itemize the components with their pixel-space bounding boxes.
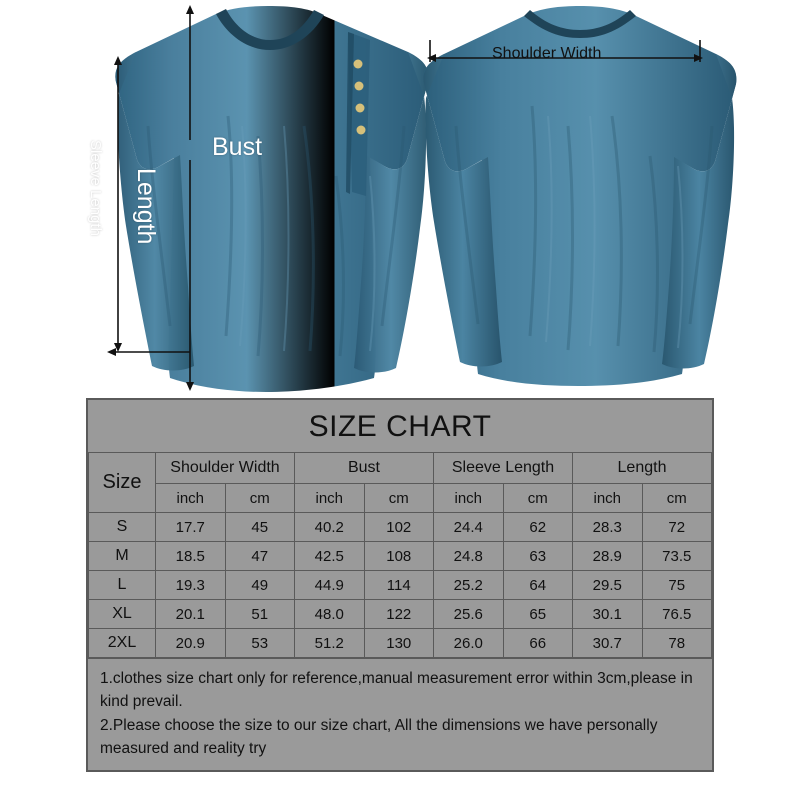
cell: 48.0 (295, 600, 365, 629)
table-row (89, 629, 712, 658)
cell: 130 (364, 629, 434, 658)
cell: 63 (503, 542, 573, 571)
cell: 102 (364, 513, 434, 542)
unit-header-row (89, 484, 712, 513)
cell: 20.1 (156, 600, 226, 629)
cell: 28.9 (573, 542, 643, 571)
cell: 17.7 (156, 513, 226, 542)
measurement-guides (0, 0, 800, 398)
header-group-sleeve-length: Sleeve Length (434, 453, 573, 484)
cell: 24.8 (434, 542, 504, 571)
cell: 51 (225, 600, 295, 629)
cell: 25.2 (434, 571, 504, 600)
header-unit: cm (225, 484, 295, 513)
cell: 20.9 (156, 629, 226, 658)
size-chart-table (88, 452, 712, 658)
cell: 29.5 (573, 571, 643, 600)
cell: 44.9 (295, 571, 365, 600)
cell: 19.3 (156, 571, 226, 600)
header-unit: inch (434, 484, 504, 513)
cell: 40.2 (295, 513, 365, 542)
table-row (89, 571, 712, 600)
cell: 76.5 (642, 600, 712, 629)
header-group-length: Length (573, 453, 712, 484)
cell: 51.2 (295, 629, 365, 658)
cell: 53 (225, 629, 295, 658)
cell: 30.1 (573, 600, 643, 629)
cell: 64 (503, 571, 573, 600)
cell: 30.7 (573, 629, 643, 658)
size-chart-head (89, 453, 712, 513)
cell: 42.5 (295, 542, 365, 571)
cell: 62 (503, 513, 573, 542)
group-header-row (89, 453, 712, 484)
row-size-label: S (89, 513, 156, 542)
cell: 28.3 (573, 513, 643, 542)
table-row (89, 513, 712, 542)
row-size-label: L (89, 571, 156, 600)
header-unit: cm (642, 484, 712, 513)
cell: 73.5 (642, 542, 712, 571)
cell: 24.4 (434, 513, 504, 542)
size-chart-panel (86, 398, 714, 772)
header-unit: cm (503, 484, 573, 513)
row-size-label: XL (89, 600, 156, 629)
row-size-label: 2XL (89, 629, 156, 658)
header-group-bust: Bust (295, 453, 434, 484)
table-row (89, 542, 712, 571)
product-illustration (0, 0, 800, 398)
cell: 47 (225, 542, 295, 571)
label-bust: Bust (212, 133, 263, 161)
label-length: Length (132, 168, 160, 245)
size-chart-body (89, 513, 712, 658)
cell: 75 (642, 571, 712, 600)
cell: 49 (225, 571, 295, 600)
note-line: 2.Please choose the size to our size chart, All the dimensions we have personally measured and reality try (100, 716, 658, 757)
label-shoulder-width: Shoulder Width (492, 45, 602, 62)
cell: 18.5 (156, 542, 226, 571)
header-unit: inch (156, 484, 226, 513)
header-group-shoulder-width: Shoulder Width (156, 453, 295, 484)
header-size: Size (89, 453, 156, 513)
cell: 65 (503, 600, 573, 629)
cell: 26.0 (434, 629, 504, 658)
cell: 114 (364, 571, 434, 600)
row-size-label: M (89, 542, 156, 571)
label-sleeve-length: Sleeve Length (87, 140, 104, 236)
cell: 45 (225, 513, 295, 542)
cell: 108 (364, 542, 434, 571)
cell: 78 (642, 629, 712, 658)
header-unit: inch (573, 484, 643, 513)
size-chart-notes (88, 658, 712, 770)
header-unit: inch (295, 484, 365, 513)
table-row (89, 600, 712, 629)
cell: 122 (364, 600, 434, 629)
note-line: 1.clothes size chart only for reference,manual measurement error within 3cm,please in kind prevail. (100, 670, 693, 711)
size-chart-title: SIZE CHART (308, 410, 492, 443)
header-unit: cm (364, 484, 434, 513)
cell: 25.6 (434, 600, 504, 629)
cell: 72 (642, 513, 712, 542)
cell: 66 (503, 629, 573, 658)
